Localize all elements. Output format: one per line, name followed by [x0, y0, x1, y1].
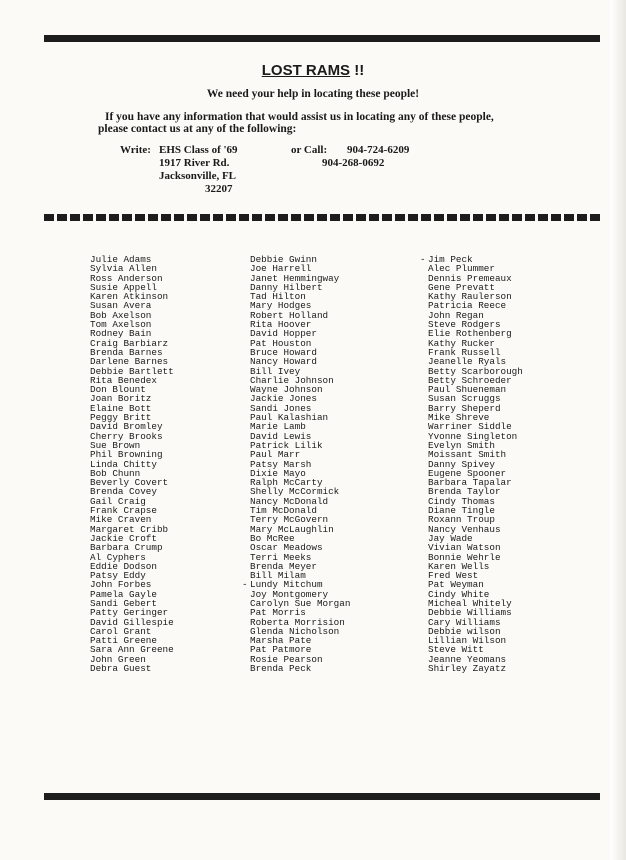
name-text: Bob Axelson: [90, 309, 152, 321]
name-text: Jackie Jones: [250, 393, 317, 405]
name-text: Jay Wade: [428, 532, 473, 544]
name-text: Phil Browning: [90, 449, 163, 461]
name-text: Pat Patmore: [250, 644, 312, 656]
name-text: Pat Houston: [250, 337, 312, 349]
name-text: Patty Geringer: [90, 607, 169, 619]
name-text: Eddie Dodson: [90, 560, 157, 572]
name-text: David Bromley: [90, 421, 163, 433]
name-text: Joan Boritz: [90, 393, 152, 405]
name-text: John Regan: [428, 309, 484, 321]
name-text: Warriner Siddle: [428, 421, 512, 433]
name-text: Tom Axelson: [90, 319, 152, 331]
name-text: Mary Hodges: [250, 300, 312, 312]
name-text: Sue Brown: [90, 439, 141, 451]
name-text: Patsy Eddy: [90, 570, 146, 582]
name-text: Pat Morris: [250, 607, 306, 619]
name-text: Mike Craven: [90, 514, 152, 526]
name-text: Steve Witt: [428, 644, 484, 656]
name-text: Kathy Raulerson: [428, 291, 512, 303]
name-text: Paul Marr: [250, 449, 301, 461]
name-text: Yvonne Singleton: [428, 430, 518, 442]
name-text: John Green: [90, 653, 146, 665]
name-text: Moissant Smith: [428, 449, 507, 461]
top-border-bar: [44, 35, 600, 42]
name-text: Craig Barbiarz: [90, 337, 169, 349]
name-text: Cary Williams: [428, 616, 501, 628]
name-text: Patrick Lilik: [250, 439, 323, 451]
name-text: Susan Scruggs: [428, 393, 501, 405]
address-line: Jacksonville, FL: [159, 170, 237, 182]
name-text: Cindy White: [428, 588, 490, 600]
name-text: Marsha Pate: [250, 635, 312, 647]
name-text: Carolyn Sue Morgan: [250, 597, 351, 609]
page-edge-shadow: [610, 0, 626, 860]
title-suffix: !!: [354, 62, 365, 79]
name-text: Margaret Cribb: [90, 523, 169, 535]
name-text: Don Blount: [90, 384, 146, 396]
name-text: Karen Atkinson: [90, 291, 169, 303]
name-text: Dennis Premeaux: [428, 272, 512, 284]
name-text: Paul Kalashian: [250, 412, 329, 424]
name-text: Jeanne Yeomans: [428, 653, 507, 665]
name-text: Elaine Bott: [90, 402, 152, 414]
names-column-1: [90, 255, 174, 673]
name-text: Shelly McCormick: [250, 486, 340, 498]
name-text: Gene Prevatt: [428, 281, 495, 293]
name-text: Rodney Bain: [90, 328, 152, 340]
name-text: Patsy Marsh: [250, 458, 312, 470]
name-text: Debbie Williams: [428, 607, 512, 619]
name-text: Oscar Meadows: [250, 542, 323, 554]
name-text: Marie Lamb: [250, 421, 306, 433]
name-text: John Forbes: [90, 579, 152, 591]
name-text: Terry McGovern: [250, 514, 329, 526]
name-text: Susan Avera: [90, 300, 152, 312]
name-text: Jim Peck: [428, 254, 473, 265]
name-text: Evelyn Smith: [428, 439, 495, 451]
name-text: Peggy Britt: [90, 412, 152, 424]
name-text: Debra Guest: [90, 663, 152, 675]
name-text: Rita Hoover: [250, 319, 312, 331]
mailing-address: [159, 144, 238, 196]
name-text: Julie Adams: [90, 254, 152, 265]
name-entry: [90, 664, 174, 673]
name-text: Debbie wilson: [428, 625, 501, 637]
name-text: Janet Hemmingway: [250, 272, 340, 284]
bottom-border-bar: [44, 793, 600, 800]
name-text: Brenda Covey: [90, 486, 157, 498]
name-text: Micheal Whitely: [428, 597, 512, 609]
name-text: Bob Chunn: [90, 467, 141, 479]
name-entry: [250, 664, 350, 673]
name-text: Mary McLaughlin: [250, 523, 334, 535]
name-text: Nancy Venhaus: [428, 523, 501, 535]
name-text: Bo McRee: [250, 532, 295, 544]
name-text: Shirley Zayatz: [428, 663, 507, 675]
name-text: Vivian Watson: [428, 542, 501, 554]
name-text: Sandi Jones: [250, 402, 312, 414]
title-text: LOST RAMS: [261, 62, 351, 79]
name-text: David Gillespie: [90, 616, 174, 628]
name-text: Patricia Reece: [428, 300, 507, 312]
name-text: Linda Chitty: [90, 458, 157, 470]
name-entry: - Lundy Mitchum: [242, 579, 323, 591]
name-text: Tad Hilton: [250, 291, 306, 303]
name-text: Betty Schroeder: [428, 374, 512, 386]
name-entry: [428, 664, 523, 673]
name-text: Bill Ivey: [250, 365, 301, 377]
name-text: Elie Rothenberg: [428, 328, 512, 340]
name-text: Jackie Croft: [90, 532, 157, 544]
name-text: Kathy Rucker: [428, 337, 495, 349]
name-text: Nancy McDonald: [250, 495, 329, 507]
name-entry: - Jim Peck: [420, 254, 473, 265]
name-text: Terri Meeks: [250, 551, 312, 563]
name-text: Lillian Wilson: [428, 635, 507, 647]
page-title: [0, 62, 626, 79]
name-text: Sylvia Allen: [90, 263, 157, 275]
phone-number: 904-724-6209: [347, 144, 410, 156]
name-text: Bonnie Wehrle: [428, 551, 501, 563]
address-line: EHS Class of '69: [159, 144, 238, 156]
name-text: Bruce Howard: [250, 346, 317, 358]
names-column-3: [420, 254, 523, 675]
name-text: Joy Montgomery: [250, 588, 329, 600]
name-text: Roxann Troup: [428, 514, 495, 526]
name-text: Bill Milam: [250, 570, 306, 582]
name-text: Brenda Barnes: [90, 346, 163, 358]
intro-paragraph: [98, 111, 568, 135]
name-text: Sandi Gebert: [90, 597, 157, 609]
name-text: Al Cyphers: [90, 551, 146, 563]
name-text: Sara Ann Greene: [90, 644, 174, 656]
name-text: Pamela Gayle: [90, 588, 157, 600]
name-text: Gail Craig: [90, 495, 146, 507]
write-label: Write:: [120, 144, 151, 156]
name-text: Karen Wells: [428, 560, 490, 572]
name-text: Nancy Howard: [250, 356, 317, 368]
name-text: Frank Crapse: [90, 505, 157, 517]
name-text: Steve Rodgers: [428, 319, 501, 331]
name-text: Susie Appell: [90, 281, 157, 293]
name-text: Patti Greene: [90, 635, 157, 647]
name-text: David Lewis: [250, 430, 312, 442]
name-text: Charlie Johnson: [250, 374, 334, 386]
call-label: or Call:: [291, 144, 328, 156]
name-text: Barry Sheperd: [428, 402, 501, 414]
name-text: Danny Spivey: [428, 458, 495, 470]
name-text: David Hopper: [250, 328, 317, 340]
intro-line-2: please contact us at any of the following:: [98, 123, 297, 135]
dashed-divider: [44, 214, 600, 221]
name-text: Brenda Peck: [250, 663, 312, 675]
name-text: Robert Holland: [250, 309, 329, 321]
name-text: Fred West: [428, 570, 479, 582]
name-text: Glenda Nicholson: [250, 625, 340, 637]
name-text: Tim McDonald: [250, 505, 317, 517]
name-text: Carol Grant: [90, 625, 152, 637]
name-text: Ralph McCarty: [250, 477, 323, 489]
address-zip: 32207: [205, 183, 233, 195]
name-text: Debbie Bartlett: [90, 365, 174, 377]
name-text: Barbara Crump: [90, 542, 163, 554]
name-text: Jeanelle Ryals: [428, 356, 507, 368]
name-text: Diane Tingle: [428, 505, 495, 517]
name-text: Pat Weyman: [428, 579, 484, 591]
address-line: 1917 River Rd.: [159, 157, 230, 169]
name-text: Brenda Taylor: [428, 486, 501, 498]
name-text: Beverly Covert: [90, 477, 169, 489]
name-text: Wayne Johnson: [250, 384, 323, 396]
name-text: Eugene Spooner: [428, 467, 507, 479]
name-text: Roberta Morrision: [250, 616, 345, 628]
name-text: Alec Plummer: [428, 263, 495, 275]
name-text: Barbara Tapalar: [428, 477, 512, 489]
name-text: Danny Hilbert: [250, 281, 323, 293]
name-text: Frank Russell: [428, 346, 501, 358]
name-text: Lundy Mitchum: [250, 579, 323, 591]
name-text: Cindy Thomas: [428, 495, 495, 507]
name-text: Paul Shueneman: [428, 384, 507, 396]
name-text: Cherry Brooks: [90, 430, 163, 442]
name-text: Brenda Meyer: [250, 560, 317, 572]
name-text: Rita Benedex: [90, 374, 157, 386]
names-column-2: [242, 254, 351, 675]
name-text: Ross Anderson: [90, 272, 163, 284]
name-text: Betty Scarborough: [428, 365, 523, 377]
name-text: Dixie Mayo: [250, 467, 306, 479]
name-text: Darlene Barnes: [90, 356, 169, 368]
name-text: Rosie Pearson: [250, 653, 323, 665]
name-text: Debbie Gwinn: [250, 254, 317, 265]
name-text: Joe Harrell: [250, 263, 312, 275]
subtitle: We need your help in locating these people!: [206, 88, 420, 100]
phone-number: 904-268-0692: [322, 157, 385, 169]
name-text: Mike Shreve: [428, 412, 490, 424]
intro-line-1: If you have any information that would assist us in locating any of these people,: [105, 111, 494, 123]
